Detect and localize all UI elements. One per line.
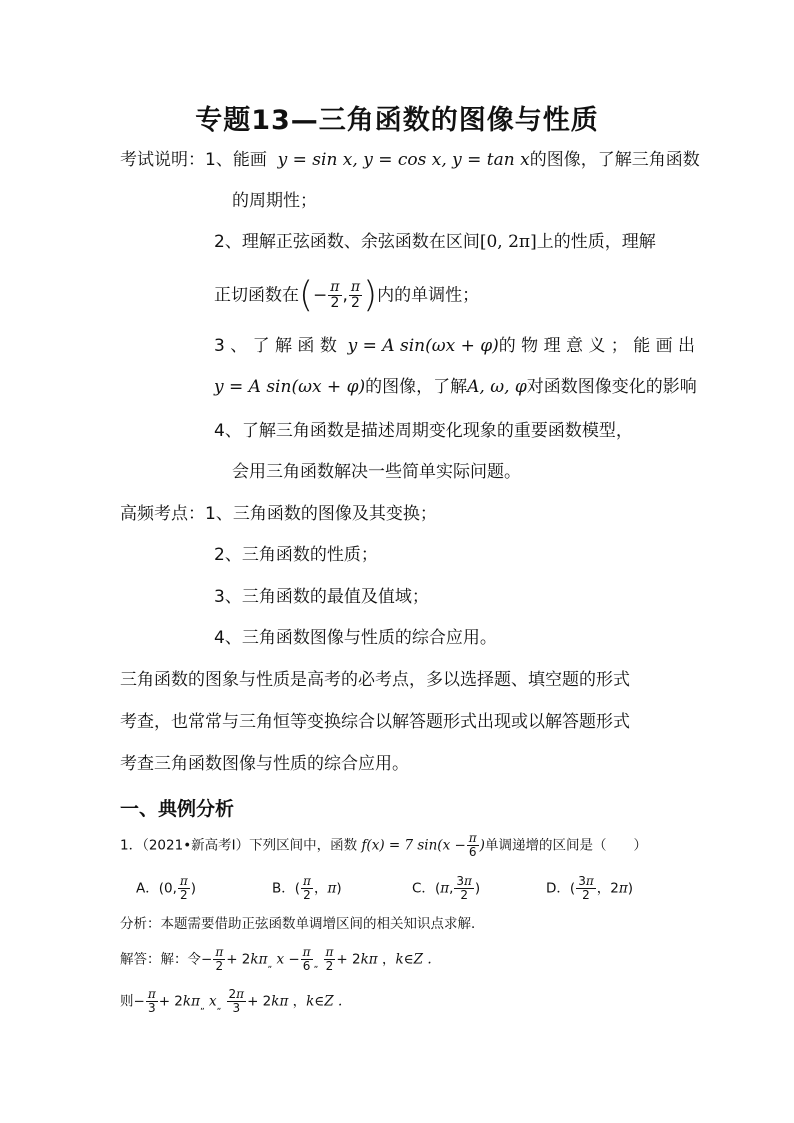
- exam-desc-line-3: [214, 334, 695, 358]
- freq-label: 高频考点：: [120, 504, 205, 524]
- k-in-z-1: k∈Z .: [395, 951, 432, 968]
- answer-prefix: 解答：解：令: [120, 951, 201, 968]
- exam-desc-item-3-suffix: 的 物 理 意 义 ； 能 画 出: [498, 336, 696, 356]
- question-1-function: f(x) = 7 sin(x −: [361, 837, 466, 854]
- option-b-label: B．: [272, 880, 295, 897]
- page-title: 专题13—三角函数的图像与性质: [195, 105, 599, 136]
- exam-desc-item-2-line2-prefix: 正切函数在: [214, 285, 299, 306]
- exam-desc-item-2-interval: [0, 2π]: [479, 232, 537, 252]
- exam-desc-item-2-prefix: 2、理解正弦函数、余弦函数在区间: [214, 232, 480, 252]
- option-b: B．( $\frac{\pi}{2}$ ，π): [272, 874, 342, 902]
- option-d-label: D．: [546, 880, 570, 897]
- exam-desc-item-3-prefix: 3 、 了 解 函 数: [214, 336, 337, 356]
- right-paren: ): [363, 274, 378, 316]
- question-1-suffix: 单调递增的区间是（ ）: [484, 837, 647, 854]
- exam-desc-line-2: [214, 230, 656, 254]
- exam-desc-line-3b: [214, 375, 697, 399]
- freq-item-3: 3、三角函数的最值及值域；: [214, 587, 429, 607]
- exam-desc-item-3-line2-vars: A, ω, φ: [467, 377, 527, 397]
- exam-desc-item-4-line2: 会用三角函数解决一些简单实际问题。: [232, 462, 521, 482]
- exam-desc-label: 考试说明：: [120, 150, 205, 170]
- exam-desc-item-3-line2-formula: y = A sin(ωx + φ): [214, 377, 366, 397]
- exam-desc-item-1-formula: y = sin x, y = cos x, y = tan x: [277, 150, 530, 170]
- freq-line-1: [120, 502, 437, 526]
- then-prefix: 则: [120, 993, 134, 1010]
- paragraph-line-3: 考查三角函数图像与性质的综合应用。: [120, 754, 409, 774]
- pi-over-6: $\frac{\pi}{6}$: [468, 831, 477, 859]
- exam-desc-item-3-line2-mid: 的图像，了解: [365, 377, 468, 397]
- k-in-z-2: k∈Z .: [306, 993, 343, 1010]
- paragraph-line-1: 三角函数的图象与性质是高考的必考点，多以选择题、填空题的形式: [120, 670, 630, 690]
- option-c-label: C．: [412, 880, 435, 897]
- option-a: A．(0, $\frac{\pi}{2}$ ): [136, 874, 197, 902]
- analysis: 分析：本题需要借助正弦函数单调增区间的相关知识点求解．: [120, 916, 485, 932]
- neg-pi-over-2: $\frac{\pi}{2}$: [330, 279, 340, 311]
- question-1: 1．（2021•新高考Ⅰ）下列区间中，函数 f(x) = 7 sin(x − $\frac{\pi}{6}$ )单调递增的区间是（ ）: [120, 831, 647, 859]
- answer-line: 解答：解：令− $\frac{\pi}{2}$ + $2k\pi_„$ x − $\frac{\pi}{6}$ $_„$ $\frac{\pi}{2}$ + 2kπ ，k∈Z .: [120, 945, 432, 973]
- exam-desc-item-3-formula: y = A sin(ωx + φ): [347, 336, 499, 356]
- exam-desc-item-4: 4、了解三角函数是描述周期变化现象的重要函数模型，: [214, 421, 633, 441]
- exam-desc-item-1-suffix: 的图像，了解三角函数: [529, 150, 700, 170]
- exam-desc-item-1-line2: 的周期性；: [232, 191, 317, 211]
- option-d: D．( $\frac{3\pi}{2}$ ，2π): [546, 874, 633, 902]
- freq-item-2: 2、三角函数的性质；: [214, 545, 378, 565]
- paragraph-line-2: 考查，也常常与三角恒等变换综合以解答题形式出现或以解答题形式: [120, 712, 630, 732]
- option-c: C．(π, $\frac{3\pi}{2}$ ): [412, 874, 481, 902]
- then-line: 则− $\frac{\pi}{3}$ + $2k\pi_„$ $x_„$ $\frac{2\pi}{3}$ + 2kπ ，k∈Z .: [120, 987, 343, 1015]
- exam-desc-item-2-line2-suffix: 内的单调性；: [377, 285, 480, 306]
- freq-item-1: 1、三角函数的图像及其变换；: [205, 504, 437, 524]
- freq-item-4: 4、三角函数图像与性质的综合应用。: [214, 628, 497, 648]
- exam-desc-item-1-prefix: 1、能画: [205, 150, 267, 170]
- exam-desc-item-3-line2-suffix: 对函数图像变化的影响: [526, 377, 697, 397]
- question-1-prefix: 1．（2021•新高考Ⅰ）下列区间中，函数: [120, 837, 358, 854]
- pi-over-2: $\frac{\pi}{2}$: [350, 279, 361, 311]
- section-heading: 一、典例分析: [120, 798, 235, 820]
- exam-desc-line-2b: 正切函数在(− $\frac{\pi}{2}$ , $\frac{\pi}{2}$ )内的单调性；: [214, 274, 480, 316]
- exam-desc-line-1: [120, 148, 700, 172]
- left-paren: (: [299, 274, 314, 316]
- option-a-label: A．: [136, 880, 159, 897]
- exam-desc-item-2-suffix: 上的性质，理解: [536, 232, 656, 252]
